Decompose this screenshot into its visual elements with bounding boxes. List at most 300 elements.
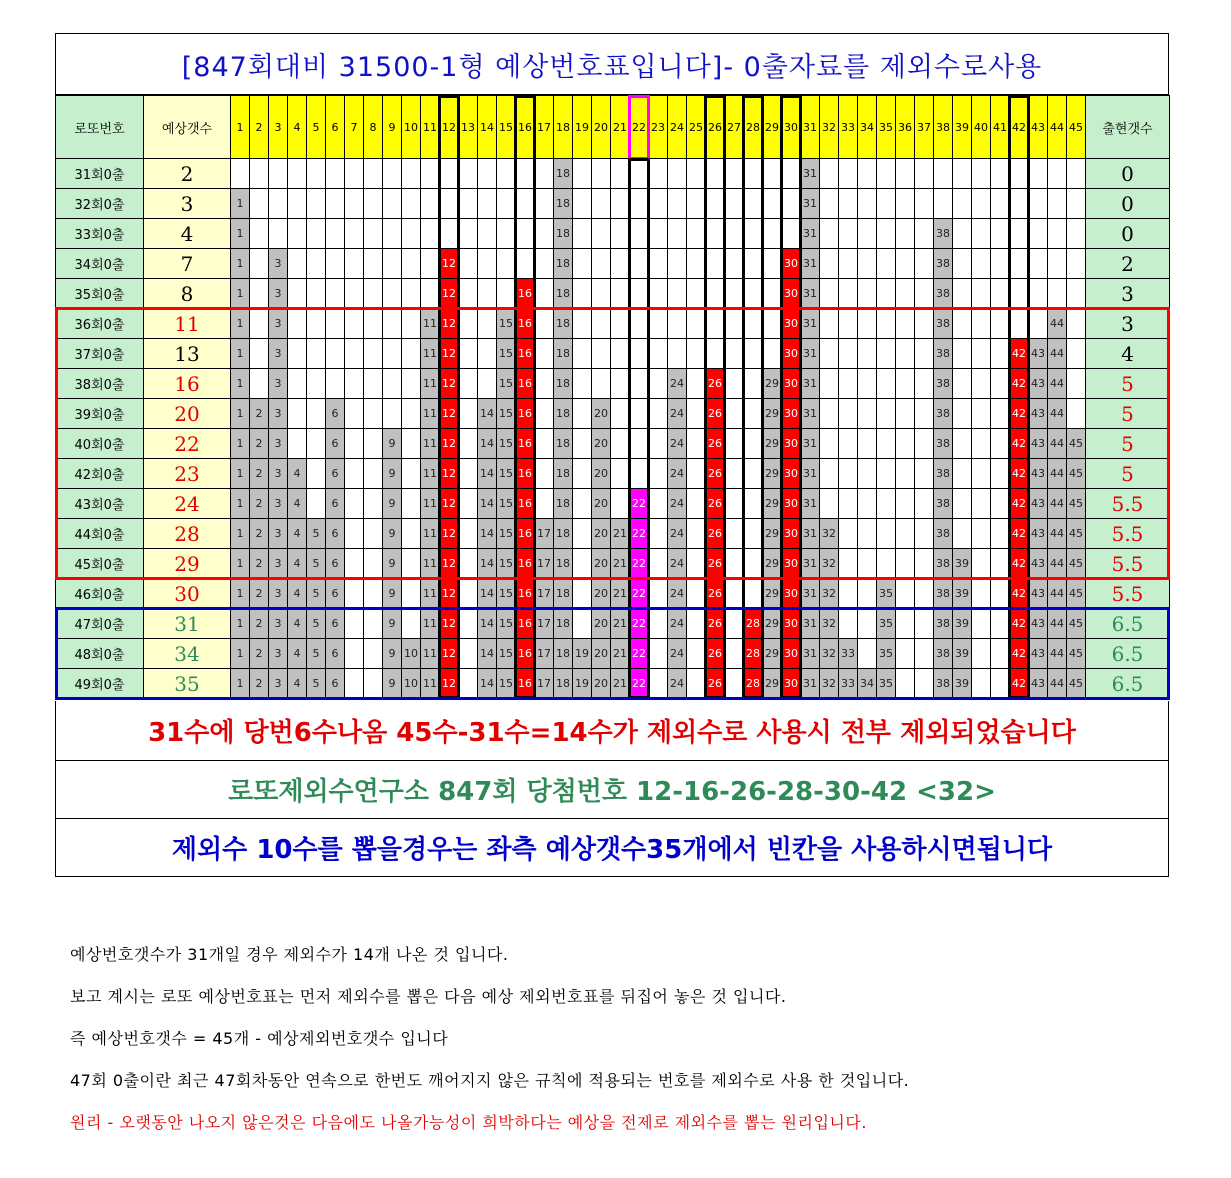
number-cell-empty [952, 338, 972, 369]
number-cell-empty [610, 368, 630, 399]
number-cell-empty [458, 638, 478, 669]
header-number-1: 1 [230, 95, 250, 159]
number-cell-filled: 16 [515, 338, 535, 369]
number-cell-empty [648, 668, 668, 699]
number-cell-empty [458, 458, 478, 489]
number-cell-empty [971, 278, 991, 309]
number-cell-empty [610, 428, 630, 459]
number-cell-empty [876, 458, 896, 489]
number-cell-empty [325, 308, 345, 339]
number-cell-empty [572, 578, 592, 609]
number-cell-empty [401, 278, 421, 309]
number-cell-empty [306, 488, 326, 519]
number-cell-filled: 44 [1047, 428, 1067, 459]
number-cell-filled: 42 [1009, 428, 1029, 459]
number-cell-empty [819, 158, 839, 189]
number-cell-empty [1066, 368, 1086, 399]
number-cell-empty [629, 428, 649, 459]
number-cell-filled: 17 [534, 548, 554, 579]
number-cell-filled: 29 [762, 488, 782, 519]
number-cell-empty [876, 518, 896, 549]
number-cell-empty [819, 248, 839, 279]
number-cell-empty [249, 338, 269, 369]
number-cell-filled: 30 [781, 548, 801, 579]
number-cell-filled: 38 [933, 248, 953, 279]
expected-count: 24 [143, 488, 231, 519]
appearance-count: 4 [1085, 338, 1170, 369]
number-cell-empty [458, 668, 478, 699]
number-cell-empty [876, 398, 896, 429]
number-cell-filled: 30 [781, 458, 801, 489]
number-cell-filled: 30 [781, 668, 801, 699]
number-cell-empty [572, 398, 592, 429]
number-cell-empty [971, 428, 991, 459]
number-cell-filled: 31 [800, 548, 820, 579]
number-cell-filled: 22 [629, 578, 649, 609]
number-cell-filled: 12 [439, 488, 459, 519]
number-cell-empty [838, 368, 858, 399]
number-cell-empty [572, 488, 592, 519]
number-cell-empty [344, 638, 364, 669]
number-cell-empty [344, 188, 364, 219]
number-cell-empty [971, 668, 991, 699]
number-cell-empty [648, 638, 668, 669]
number-cell-filled: 11 [420, 608, 440, 639]
number-cell-empty [819, 458, 839, 489]
number-cell-filled: 14 [477, 488, 497, 519]
number-cell-filled: 24 [667, 458, 687, 489]
number-cell-empty [990, 368, 1010, 399]
number-cell-filled: 20 [591, 548, 611, 579]
number-cell-empty [705, 308, 725, 339]
number-cell-empty [610, 338, 630, 369]
number-cell-filled: 10 [401, 638, 421, 669]
number-cell-filled: 11 [420, 368, 440, 399]
number-cell-filled: 4 [287, 608, 307, 639]
number-cell-empty [439, 188, 459, 219]
header-number-44: 44 [1047, 95, 1067, 159]
header-number-36: 36 [895, 95, 915, 159]
number-cell-filled: 26 [705, 668, 725, 699]
number-cell-empty [838, 518, 858, 549]
number-cell-empty [306, 278, 326, 309]
number-cell-empty [762, 338, 782, 369]
number-cell-empty [648, 248, 668, 279]
number-cell-empty [952, 308, 972, 339]
number-cell-empty [895, 218, 915, 249]
number-cell-empty [363, 338, 383, 369]
number-cell-empty [667, 188, 687, 219]
number-cell-filled: 44 [1047, 488, 1067, 519]
number-cell-empty [686, 218, 706, 249]
number-cell-filled: 15 [496, 578, 516, 609]
number-cell-empty [591, 158, 611, 189]
number-cell-empty [382, 158, 402, 189]
number-cell-empty [686, 308, 706, 339]
number-cell-empty [287, 368, 307, 399]
appearance-count: 3 [1085, 308, 1170, 339]
row-label: 38회0출 [55, 368, 144, 399]
number-cell-filled: 43 [1028, 518, 1048, 549]
number-cell-empty [857, 398, 877, 429]
number-cell-filled: 45 [1066, 668, 1086, 699]
number-cell-filled: 9 [382, 578, 402, 609]
header-number-45: 45 [1066, 95, 1086, 159]
number-cell-empty [990, 398, 1010, 429]
number-cell-filled: 29 [762, 608, 782, 639]
row-label: 48회0출 [55, 638, 144, 669]
number-cell-empty [781, 218, 801, 249]
number-cell-empty [743, 428, 763, 459]
number-cell-filled: 15 [496, 488, 516, 519]
number-cell-empty [876, 548, 896, 579]
number-cell-filled: 6 [325, 398, 345, 429]
number-cell-empty [610, 218, 630, 249]
number-cell-empty [895, 668, 915, 699]
number-cell-filled: 18 [553, 548, 573, 579]
number-cell-empty [534, 488, 554, 519]
header-expected-count: 예상갯수 [143, 95, 231, 159]
number-cell-empty [1009, 308, 1029, 339]
number-cell-filled: 43 [1028, 398, 1048, 429]
number-cell-empty [667, 308, 687, 339]
number-cell-empty [895, 638, 915, 669]
number-cell-empty [724, 578, 744, 609]
number-cell-filled: 29 [762, 398, 782, 429]
number-cell-empty [857, 638, 877, 669]
number-cell-empty [990, 218, 1010, 249]
number-cell-filled: 18 [553, 668, 573, 699]
number-cell-filled: 5 [306, 518, 326, 549]
number-cell-filled: 1 [230, 248, 250, 279]
number-cell-empty [534, 188, 554, 219]
number-cell-empty [325, 338, 345, 369]
number-cell-empty [762, 158, 782, 189]
number-cell-empty [249, 308, 269, 339]
number-cell-filled: 43 [1028, 458, 1048, 489]
appearance-count: 0 [1085, 158, 1170, 189]
number-cell-empty [990, 458, 1010, 489]
number-cell-empty [648, 308, 668, 339]
number-cell-empty [458, 308, 478, 339]
number-cell-filled: 31 [800, 338, 820, 369]
header-number-16: 16 [515, 95, 535, 159]
number-cell-filled: 11 [420, 638, 440, 669]
number-cell-empty [249, 368, 269, 399]
number-cell-empty [895, 188, 915, 219]
header-number-13: 13 [458, 95, 478, 159]
number-cell-filled: 31 [800, 158, 820, 189]
number-cell-filled: 26 [705, 518, 725, 549]
number-cell-filled: 39 [952, 578, 972, 609]
number-cell-empty [914, 278, 934, 309]
number-cell-filled: 43 [1028, 488, 1048, 519]
number-cell-filled: 28 [743, 638, 763, 669]
number-cell-empty [952, 488, 972, 519]
number-cell-filled: 20 [591, 518, 611, 549]
number-cell-empty [325, 158, 345, 189]
number-cell-empty [933, 158, 953, 189]
number-cell-filled: 30 [781, 638, 801, 669]
number-cell-empty [458, 608, 478, 639]
number-cell-empty [306, 338, 326, 369]
number-cell-empty [914, 338, 934, 369]
number-cell-empty [914, 518, 934, 549]
number-cell-empty [686, 668, 706, 699]
number-cell-empty [914, 398, 934, 429]
number-cell-empty [572, 338, 592, 369]
number-cell-empty [477, 248, 497, 279]
number-cell-filled: 21 [610, 608, 630, 639]
number-cell-empty [629, 308, 649, 339]
number-cell-empty [534, 428, 554, 459]
number-cell-filled: 43 [1028, 548, 1048, 579]
number-cell-filled: 11 [420, 578, 440, 609]
number-cell-filled: 43 [1028, 368, 1048, 399]
number-cell-empty [914, 368, 934, 399]
number-cell-empty [819, 368, 839, 399]
number-cell-empty [306, 368, 326, 399]
number-cell-empty [610, 278, 630, 309]
number-cell-empty [325, 188, 345, 219]
number-cell-filled: 14 [477, 668, 497, 699]
number-cell-filled: 20 [591, 578, 611, 609]
number-cell-empty [306, 398, 326, 429]
number-cell-empty [819, 308, 839, 339]
number-cell-empty [363, 668, 383, 699]
header-number-32: 32 [819, 95, 839, 159]
lotto-sheet [55, 33, 1169, 877]
expected-count: 3 [143, 188, 231, 219]
number-cell-empty [325, 368, 345, 399]
number-cell-filled: 12 [439, 338, 459, 369]
number-cell-empty [876, 308, 896, 339]
number-cell-empty [819, 188, 839, 219]
number-cell-empty [743, 338, 763, 369]
number-cell-empty [914, 458, 934, 489]
header-number-24: 24 [667, 95, 687, 159]
number-cell-empty [971, 248, 991, 279]
number-cell-empty [648, 158, 668, 189]
number-cell-empty [401, 608, 421, 639]
number-cell-filled: 1 [230, 458, 250, 489]
header-number-35: 35 [876, 95, 896, 159]
number-cell-filled: 14 [477, 638, 497, 669]
number-cell-empty [724, 638, 744, 669]
number-cell-filled: 20 [591, 608, 611, 639]
number-cell-filled: 10 [401, 668, 421, 699]
number-cell-empty [458, 428, 478, 459]
number-cell-empty [724, 458, 744, 489]
number-cell-empty [838, 308, 858, 339]
number-cell-filled: 33 [838, 638, 858, 669]
number-cell-empty [724, 248, 744, 279]
number-cell-empty [857, 158, 877, 189]
number-cell-empty [344, 398, 364, 429]
number-cell-filled: 38 [933, 428, 953, 459]
number-cell-filled: 15 [496, 638, 516, 669]
number-cell-empty [1066, 338, 1086, 369]
number-cell-filled: 16 [515, 428, 535, 459]
number-cell-filled: 44 [1047, 398, 1067, 429]
number-cell-empty [534, 458, 554, 489]
number-cell-filled: 29 [762, 458, 782, 489]
number-cell-filled: 24 [667, 488, 687, 519]
number-cell-filled: 1 [230, 188, 250, 219]
number-cell-empty [363, 188, 383, 219]
number-cell-empty [401, 158, 421, 189]
number-cell-filled: 45 [1066, 458, 1086, 489]
number-cell-filled: 2 [249, 638, 269, 669]
number-cell-empty [572, 428, 592, 459]
number-cell-empty [952, 428, 972, 459]
number-cell-empty [876, 338, 896, 369]
number-cell-empty [895, 488, 915, 519]
row-label: 37회0출 [55, 338, 144, 369]
number-cell-empty [439, 158, 459, 189]
number-cell-empty [249, 188, 269, 219]
number-cell-filled: 32 [819, 668, 839, 699]
number-cell-empty [857, 578, 877, 609]
number-cell-empty [743, 518, 763, 549]
number-cell-filled: 6 [325, 548, 345, 579]
number-cell-empty [648, 578, 668, 609]
number-cell-filled: 44 [1047, 608, 1067, 639]
number-cell-empty [686, 578, 706, 609]
number-cell-empty [838, 248, 858, 279]
number-cell-filled: 11 [420, 428, 440, 459]
number-cell-filled: 44 [1047, 308, 1067, 339]
number-cell-empty [743, 218, 763, 249]
row-label: 31회0출 [55, 158, 144, 189]
number-cell-filled: 9 [382, 488, 402, 519]
number-cell-empty [249, 158, 269, 189]
header-number-8: 8 [363, 95, 383, 159]
number-cell-empty [686, 398, 706, 429]
number-cell-empty [705, 158, 725, 189]
number-cell-empty [1066, 188, 1086, 219]
number-cell-filled: 15 [496, 518, 516, 549]
number-cell-filled: 31 [800, 368, 820, 399]
appearance-count: 0 [1085, 188, 1170, 219]
number-cell-filled: 26 [705, 458, 725, 489]
number-cell-empty [572, 368, 592, 399]
number-cell-filled: 18 [553, 578, 573, 609]
number-cell-empty [876, 188, 896, 219]
number-cell-empty [363, 458, 383, 489]
number-cell-empty [838, 338, 858, 369]
number-cell-filled: 34 [857, 668, 877, 699]
number-cell-empty [591, 248, 611, 279]
number-cell-empty [971, 548, 991, 579]
number-cell-empty [857, 548, 877, 579]
number-cell-empty [990, 428, 1010, 459]
header-number-20: 20 [591, 95, 611, 159]
number-cell-filled: 16 [515, 308, 535, 339]
number-cell-empty [363, 638, 383, 669]
number-cell-filled: 2 [249, 458, 269, 489]
number-cell-filled: 15 [496, 398, 516, 429]
number-cell-filled: 18 [553, 398, 573, 429]
number-cell-empty [971, 158, 991, 189]
expected-count: 34 [143, 638, 231, 669]
number-cell-empty [971, 338, 991, 369]
number-cell-filled: 11 [420, 548, 440, 579]
number-cell-empty [344, 578, 364, 609]
row-label: 46회0출 [55, 578, 144, 609]
number-cell-filled: 1 [230, 338, 250, 369]
number-cell-filled: 24 [667, 398, 687, 429]
number-cell-empty [1028, 188, 1048, 219]
number-cell-empty [629, 458, 649, 489]
number-cell-empty [914, 548, 934, 579]
number-cell-filled: 9 [382, 458, 402, 489]
number-cell-empty [401, 398, 421, 429]
number-cell-filled: 45 [1066, 578, 1086, 609]
number-cell-empty [344, 668, 364, 699]
number-cell-filled: 31 [800, 668, 820, 699]
header-number-43: 43 [1028, 95, 1048, 159]
number-cell-empty [895, 608, 915, 639]
number-cell-empty [686, 188, 706, 219]
number-cell-filled: 12 [439, 668, 459, 699]
number-cell-empty [648, 218, 668, 249]
number-cell-filled: 2 [249, 428, 269, 459]
number-cell-empty [876, 248, 896, 279]
number-cell-empty [496, 218, 516, 249]
number-cell-empty [914, 638, 934, 669]
number-cell-filled: 3 [268, 548, 288, 579]
number-cell-filled: 6 [325, 668, 345, 699]
number-cell-filled: 42 [1009, 458, 1029, 489]
number-cell-empty [515, 248, 535, 279]
number-cell-filled: 3 [268, 368, 288, 399]
header-number-25: 25 [686, 95, 706, 159]
number-cell-filled: 15 [496, 368, 516, 399]
number-cell-empty [971, 308, 991, 339]
number-cell-empty [458, 278, 478, 309]
number-cell-filled: 5 [306, 668, 326, 699]
number-cell-empty [1066, 218, 1086, 249]
number-cell-empty [306, 248, 326, 279]
number-cell-empty [819, 338, 839, 369]
note-line: 원리 - 오랫동안 나오지 않은것은 다음에도 나올가능성이 희박하다는 예상을 전제로 제외수를 뽑는 원리입니다. [70, 1113, 867, 1132]
number-cell-filled: 44 [1047, 668, 1067, 699]
number-cell-empty [686, 548, 706, 579]
number-cell-empty [477, 368, 497, 399]
number-cell-empty [268, 158, 288, 189]
number-cell-empty [401, 518, 421, 549]
number-cell-empty [743, 578, 763, 609]
appearance-count: 5.5 [1085, 488, 1170, 519]
number-cell-empty [344, 608, 364, 639]
number-cell-empty [591, 278, 611, 309]
number-cell-filled: 18 [553, 518, 573, 549]
number-cell-empty [990, 638, 1010, 669]
number-cell-empty [838, 488, 858, 519]
number-cell-filled: 24 [667, 668, 687, 699]
number-cell-empty [591, 218, 611, 249]
number-cell-empty [534, 338, 554, 369]
number-cell-empty [458, 488, 478, 519]
number-cell-filled: 18 [553, 608, 573, 639]
number-cell-filled: 2 [249, 668, 269, 699]
number-cell-filled: 18 [553, 638, 573, 669]
number-cell-filled: 18 [553, 278, 573, 309]
number-cell-filled: 20 [591, 428, 611, 459]
number-cell-empty [534, 308, 554, 339]
number-cell-empty [610, 458, 630, 489]
